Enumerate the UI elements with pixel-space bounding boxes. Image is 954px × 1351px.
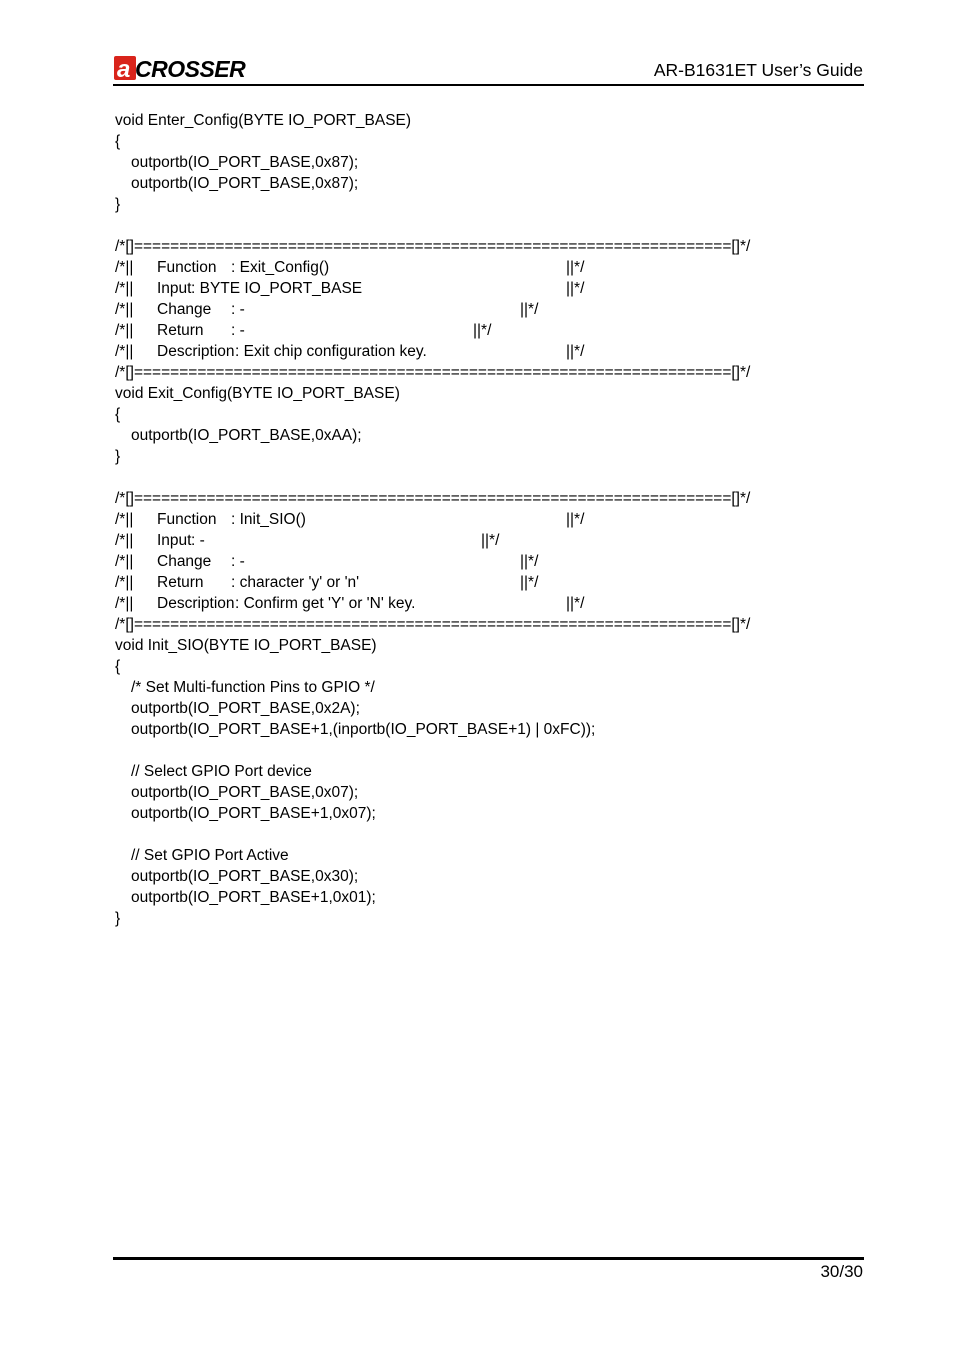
code-text: } (115, 448, 121, 465)
comment-separator (115, 362, 860, 383)
comment-label: Return (157, 574, 204, 591)
code-line (115, 698, 860, 719)
code-line (115, 719, 860, 740)
comment-value: : - (231, 322, 245, 339)
comment-prefix: /*|| (115, 259, 134, 276)
blank-line (115, 824, 860, 845)
code-text: outportb(IO_PORT_BASE,0x87); (131, 175, 359, 192)
code-text: void Exit_Config(BYTE IO_PORT_BASE) (115, 385, 400, 402)
comment-label: Description (157, 595, 235, 612)
comment-separator (115, 236, 860, 257)
page-number: 30/30 (820, 1262, 863, 1281)
comment-suffix: ||*/ (566, 511, 585, 528)
comment-field-line (115, 593, 860, 614)
comment-prefix: /*|| (115, 322, 134, 339)
comment-value: : - (231, 553, 245, 570)
comment-field-line (115, 530, 860, 551)
comment-suffix: ||*/ (566, 259, 585, 276)
code-text: outportb(IO_PORT_BASE,0x87); (131, 154, 359, 171)
comment-separator (115, 488, 860, 509)
comment-suffix: ||*/ (566, 280, 585, 297)
comment-suffix: ||*/ (481, 532, 500, 549)
comment-prefix: /*|| (115, 511, 134, 528)
comment-suffix: ||*/ (566, 595, 585, 612)
code-text: outportb(IO_PORT_BASE+1,0x01); (131, 889, 376, 906)
code-line (115, 152, 860, 173)
blank-line (115, 467, 860, 488)
code-line (115, 383, 860, 404)
code-line (115, 782, 860, 803)
code-line (115, 887, 860, 908)
comment-prefix: /*|| (115, 532, 134, 549)
code-line (115, 404, 860, 425)
comment-value: : character 'y' or 'n' (231, 574, 360, 591)
svg-text:a: a (117, 56, 131, 82)
code-line (115, 194, 860, 215)
code-line (115, 908, 860, 929)
comment-field-line (115, 257, 860, 278)
comment-value: : Exit chip configuration key. (235, 343, 427, 360)
comment-value: : - (191, 532, 205, 549)
acrosser-logo (113, 54, 273, 82)
comment-value: : Init_SIO() (231, 511, 306, 528)
svg-text:CROSSER: CROSSER (135, 56, 246, 82)
code-line (115, 173, 860, 194)
comment-field-line (115, 509, 860, 530)
code-text: outportb(IO_PORT_BASE,0x30); (131, 868, 359, 885)
page-header (113, 52, 864, 86)
code-text: { (115, 658, 121, 675)
code-text: // Select GPIO Port device (131, 763, 312, 780)
comment-label: Function (157, 511, 217, 528)
blank-line (115, 740, 860, 761)
comment-value: : Exit_Config() (231, 259, 330, 276)
comment-value: : - (231, 301, 245, 318)
footer-rule (113, 1257, 864, 1260)
code-line (115, 845, 860, 866)
comment-field-line (115, 299, 860, 320)
document-title: AR-B1631ET User’s Guide (653, 60, 863, 80)
blank-line (115, 215, 860, 236)
comment-suffix: ||*/ (566, 343, 585, 360)
comment-label: Input (157, 280, 192, 297)
comment-prefix: /*|| (115, 343, 134, 360)
comment-prefix: /*|| (115, 574, 134, 591)
code-line (115, 425, 860, 446)
separator-text: /*[]==================================================================[]*/ (115, 490, 751, 507)
code-line (115, 131, 860, 152)
comment-field-line (115, 341, 860, 362)
comment-prefix: /*|| (115, 280, 134, 297)
comment-label: Function (157, 259, 217, 276)
comment-label: Input (157, 532, 192, 549)
code-text: void Init_SIO(BYTE IO_PORT_BASE) (115, 637, 377, 654)
code-line (115, 110, 860, 131)
code-text: outportb(IO_PORT_BASE+1,0x07); (131, 805, 376, 822)
code-text: void Enter_Config(BYTE IO_PORT_BASE) (115, 112, 412, 129)
comment-value: : BYTE IO_PORT_BASE (191, 280, 363, 297)
comment-label: Change (157, 301, 212, 318)
code-text: outportb(IO_PORT_BASE,0x2A); (131, 700, 360, 717)
comment-suffix: ||*/ (520, 553, 539, 570)
comment-prefix: /*|| (115, 595, 134, 612)
comment-label: Change (157, 553, 212, 570)
separator-text: /*[]==================================================================[]*/ (115, 616, 751, 633)
code-text: /* Set Multi-function Pins to GPIO */ (131, 679, 375, 696)
code-line (115, 635, 860, 656)
code-text: } (115, 196, 121, 213)
comment-field-line (115, 278, 860, 299)
comment-suffix: ||*/ (520, 574, 539, 591)
code-text: { (115, 133, 121, 150)
code-text: outportb(IO_PORT_BASE,0x07); (131, 784, 359, 801)
comment-suffix: ||*/ (520, 301, 539, 318)
comment-suffix: ||*/ (473, 322, 492, 339)
comment-field-line (115, 572, 860, 593)
comment-field-line (115, 551, 860, 572)
code-text: // Set GPIO Port Active (131, 847, 289, 864)
code-line (115, 803, 860, 824)
comment-label: Return (157, 322, 204, 339)
code-line (115, 761, 860, 782)
code-listing (115, 110, 860, 929)
comment-prefix: /*|| (115, 553, 134, 570)
acrosser-logo-mark (113, 54, 273, 82)
comment-value: : Confirm get 'Y' or 'N' key. (235, 595, 416, 612)
separator-text: /*[]==================================================================[]*/ (115, 238, 751, 255)
header-rule (113, 84, 864, 86)
code-line (115, 866, 860, 887)
comment-prefix: /*|| (115, 301, 134, 318)
code-text: outportb(IO_PORT_BASE+1,(inportb(IO_PORT_BASE+1) | 0xFC)); (131, 721, 596, 738)
code-line (115, 446, 860, 467)
code-text: } (115, 910, 121, 927)
code-line (115, 677, 860, 698)
code-text: { (115, 406, 121, 423)
code-line (115, 656, 860, 677)
code-text: outportb(IO_PORT_BASE,0xAA); (131, 427, 362, 444)
comment-field-line (115, 320, 860, 341)
comment-separator (115, 614, 860, 635)
separator-text: /*[]==================================================================[]*/ (115, 364, 751, 381)
comment-label: Description (157, 343, 235, 360)
